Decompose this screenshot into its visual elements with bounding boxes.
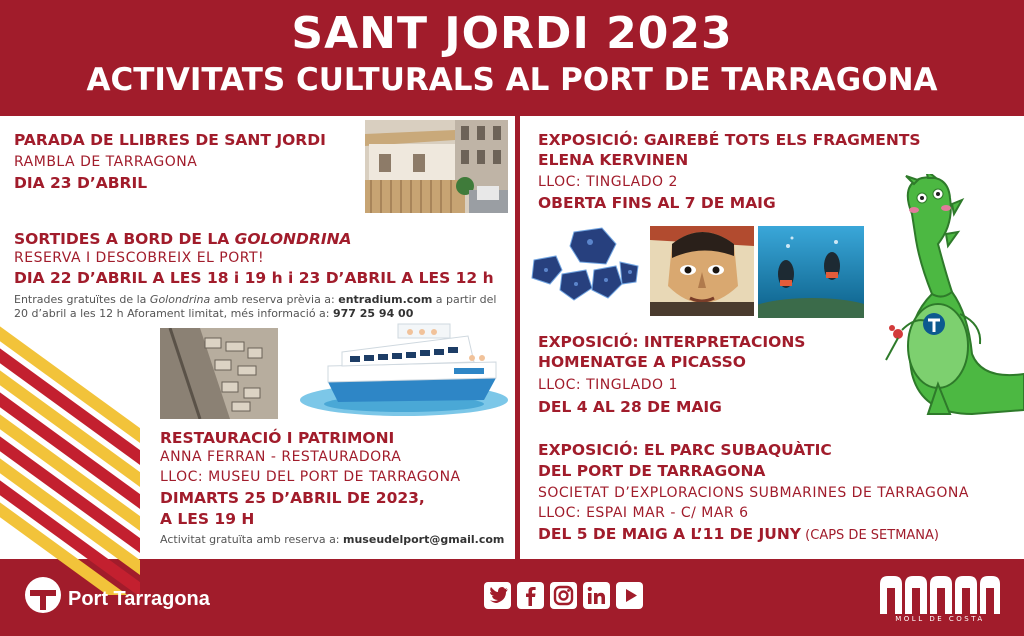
port-tarragona-brand: Port Tarragona (68, 588, 210, 610)
senyera-stripes (0, 305, 140, 595)
golondrina-line: RESERVA I DESCOBREIX EL PORT! (14, 250, 265, 266)
poster-subtitle: ACTIVITATS CULTURALS AL PORT DE TARRAGONA (86, 62, 938, 98)
dragon-mascot-illustration (842, 174, 1024, 424)
book-stall-photo (365, 120, 508, 213)
books-place: RAMBLA DE TARRAGONA (14, 154, 198, 170)
instagram-icon[interactable] (550, 582, 577, 609)
expo2-heading-1: EXPOSICIÓ: INTERPRETACIONS (538, 333, 806, 351)
books-date: DIA 23 D’ABRIL (14, 174, 148, 192)
poster-title: SANT JORDI 2023 (291, 8, 733, 59)
footer (0, 562, 1024, 636)
restoration-date-2: A LES 19 H (160, 510, 255, 528)
expo2-date: DEL 4 AL 28 DE MAIG (538, 398, 722, 416)
expo3-org: SOCIETAT D’EXPLORACIONS SUBMARINES DE TARRAGONA (538, 485, 969, 501)
expo3-heading-2: DEL PORT DE TARRAGONA (538, 462, 766, 480)
facebook-icon[interactable] (517, 582, 544, 609)
restoration-note-a: Activitat gratuïta amb reserva a: (160, 533, 344, 546)
moll-de-costa-logo-icon (878, 574, 1002, 634)
expo3-heading-1: EXPOSICIÓ: EL PARC SUBAQUÀTIC (538, 441, 832, 459)
entradium-link[interactable]: entradium.com (338, 293, 433, 306)
golondrina-note-1c: amb reserva prèvia a: (210, 293, 339, 306)
expo3-date (538, 524, 939, 546)
moll-de-costa-label: MOLL DE COSTA (895, 615, 985, 623)
expo1-date: OBERTA FINS AL 7 DE MAIG (538, 194, 776, 212)
info-phone[interactable]: 977 25 94 00 (332, 307, 414, 320)
golondrina-date: DIA 22 D’ABRIL A LES 18 i 19 h i 23 D’ABRIL A LES 12 h (14, 269, 494, 287)
golondrina-note-1a: Entrades gratuïtes de la (14, 293, 150, 306)
golondrina-note-1b: Golondrina (149, 293, 211, 306)
golondrina-heading-boat: GOLONDRINA (234, 230, 352, 248)
golondrina-note-1e: a partir del (432, 293, 497, 306)
expo1-heading-2: ELENA KERVINEN (538, 151, 689, 169)
golondrina-boat-illustration (298, 312, 510, 420)
right-panel (520, 116, 1024, 559)
linkedin-icon[interactable] (583, 582, 610, 609)
restoration-heading: RESTAURACIÓ I PATRIMONI (160, 429, 395, 447)
youtube-icon[interactable] (616, 582, 643, 609)
golondrina-note-2a: 20 d’abril a les 12 h Aforament limitat, més informació a: (14, 307, 333, 320)
expo2-place: LLOC: TINGLADO 1 (538, 377, 678, 393)
header (0, 0, 1024, 112)
museum-map-photo (160, 328, 278, 419)
expo2-heading-2: HOMENATGE A PICASSO (538, 353, 746, 371)
port-tarragona-logo-icon (24, 576, 62, 614)
expo1-heading-1: EXPOSICIÓ: GAIREBÉ TOTS ELS FRAGMENTS (538, 131, 921, 149)
restoration-note (160, 532, 504, 547)
golondrina-heading (14, 229, 352, 249)
golondrina-heading-prefix: SORTIDES A BORD DE LA (14, 230, 235, 248)
restoration-date-1: DIMARTS 25 D’ABRIL DE 2023, (160, 489, 425, 507)
picasso-portrait (650, 226, 754, 316)
expo3-date-main: DEL 5 DE MAIG A L’11 DE JUNY (538, 525, 802, 543)
books-heading: PARADA DE LLIBRES DE SANT JORDI (14, 131, 326, 149)
museum-email-link[interactable]: museudelport@gmail.com (343, 533, 505, 546)
twitter-icon[interactable] (484, 582, 511, 609)
expo1-place: LLOC: TINGLADO 2 (538, 174, 678, 190)
fragments-artwork (526, 226, 646, 306)
expo3-date-note: (CAPS DE SETMANA) (801, 528, 939, 543)
expo3-place: LLOC: ESPAI MAR - C/ MAR 6 (538, 505, 749, 521)
restoration-person: ANNA FERRAN - RESTAURADORA (160, 449, 402, 465)
restoration-place: LLOC: MUSEU DEL PORT DE TARRAGONA (160, 469, 461, 485)
